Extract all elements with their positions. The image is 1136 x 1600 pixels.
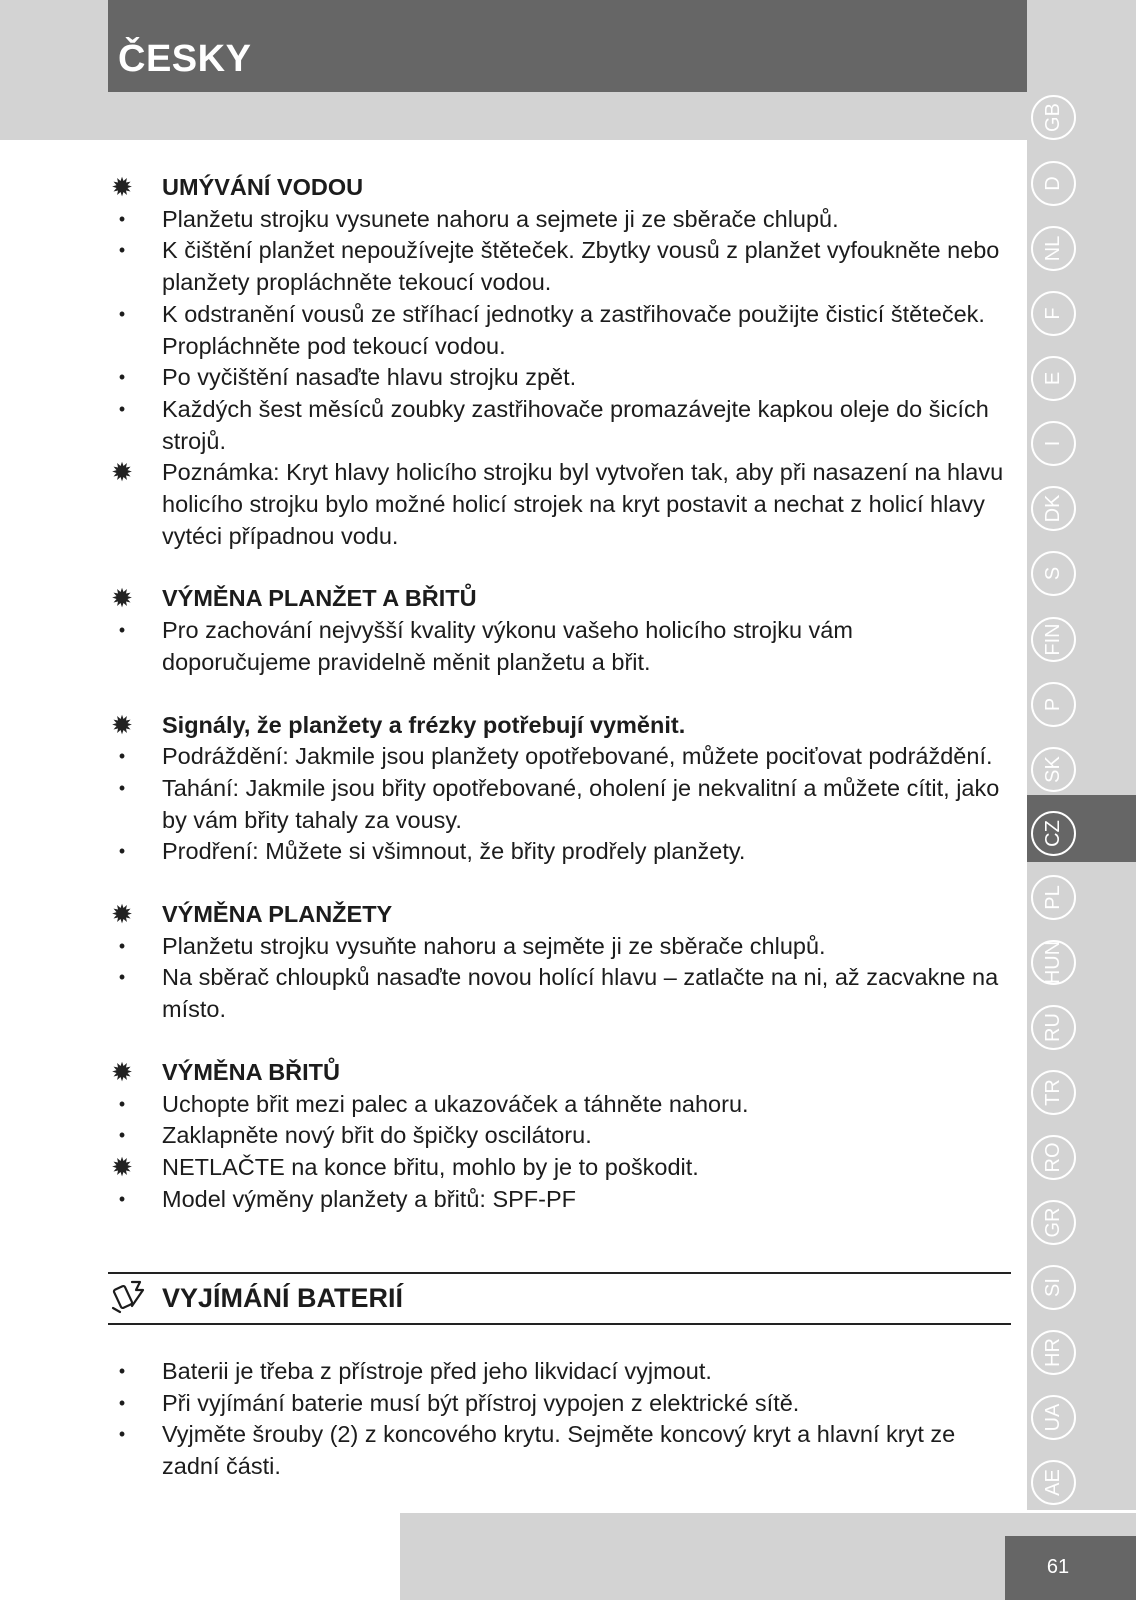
language-tab-label: NL [1042, 235, 1064, 262]
note-item [108, 1152, 1008, 1184]
item-text: UMÝVÁNÍ VODOU [162, 174, 364, 200]
item-text: Při vyjímání baterie musí být přístroj vypojen z elektrické sítě. [162, 1389, 800, 1416]
item-text: Tahání: Jakmile jsou břity opotřebované, oholení je nekvalitní a můžete cítit, jako by vám břity tahaly za vousy. [162, 774, 1000, 833]
bullet-icon: • [118, 303, 126, 324]
bullet-item [108, 1388, 1008, 1420]
language-tab-ua[interactable] [1030, 1394, 1077, 1441]
bullet-icon: • [118, 620, 126, 641]
page-number: 61 [1046, 1556, 1070, 1578]
item-text: Vyjměte šrouby (2) z koncového krytu. Sejměte koncový kryt a hlavní kryt ze zadní části. [162, 1421, 956, 1480]
item-text: Baterii je třeba z přístroje před jeho likvidací vyjmout. [162, 1358, 712, 1384]
item-text: Pro zachování nejvyšší kvality výkonu vašeho holicího strojku vám doporučujeme pravidelně měnit planžetu a břit. [162, 617, 853, 675]
language-tab-label: I [1042, 440, 1064, 447]
item-text: VÝMĚNA BŘITŮ [162, 1058, 340, 1085]
language-tab-label: E [1042, 371, 1064, 386]
bullet-icon: • [118, 367, 126, 388]
item-text: Prodření: Můžete si všimnout, že břity prodřely planžety. [162, 838, 746, 865]
language-tab-label: SI [1042, 1278, 1064, 1297]
language-tab-p[interactable] [1030, 681, 1077, 728]
language-tab-s[interactable] [1030, 550, 1077, 597]
item-text: Planžetu strojku vysunete nahoru a sejmete ji ze sběrače chlupů. [162, 205, 839, 232]
language-tab-label: CZ [1042, 820, 1064, 847]
language-tab-label: F [1042, 307, 1064, 320]
page-title: ČESKY [118, 38, 252, 80]
bullet-icon: • [118, 777, 126, 798]
language-tab-label: HR [1042, 1338, 1064, 1367]
language-tab-label: FIN [1042, 623, 1064, 656]
main-content [108, 172, 1008, 1215]
language-tab-ro[interactable] [1030, 1134, 1077, 1181]
language-tab-i[interactable] [1030, 420, 1077, 467]
battery-removal-icon [110, 1278, 146, 1314]
language-tab-label: TR [1042, 1079, 1064, 1106]
language-tab-hr[interactable] [1030, 1329, 1077, 1376]
bullet-item [108, 1089, 1008, 1121]
item-text: K čištění planžet nepoužívejte štěteček. Zbytky vousů z planžet vyfoukněte nebo planžety propláchněte tekoucí vodou. [162, 237, 1000, 296]
bullet-icon: • [118, 841, 126, 862]
language-tab-nl[interactable] [1030, 225, 1077, 272]
language-tab-pl[interactable] [1030, 874, 1077, 921]
bullet-item [108, 836, 1008, 868]
language-tab-label: GB [1042, 103, 1064, 132]
language-tab-tr[interactable] [1030, 1069, 1077, 1116]
subheading [108, 1057, 1008, 1089]
star-icon: ✹ [111, 709, 133, 740]
bullet-item [108, 362, 1008, 394]
bullet-item [108, 1120, 1008, 1152]
bullet-item [108, 1356, 1008, 1388]
star-icon: ✹ [111, 899, 133, 930]
bullet-icon: • [118, 967, 126, 988]
subheading [108, 710, 1008, 742]
language-tab-si[interactable] [1030, 1264, 1077, 1311]
language-tab-ru[interactable] [1030, 1004, 1077, 1051]
page-number-box [1005, 1536, 1136, 1600]
bullet-icon: • [118, 1361, 126, 1381]
item-text: VÝMĚNA PLANŽETY [162, 901, 393, 928]
bullet-icon: • [118, 398, 126, 419]
language-tab-dk[interactable] [1030, 485, 1077, 532]
language-tab-gr[interactable] [1030, 1199, 1077, 1246]
bullet-item [108, 235, 1008, 298]
star-icon: ✹ [111, 172, 133, 202]
language-tab-label: UA [1042, 1403, 1064, 1432]
language-tab-label: PL [1042, 885, 1064, 910]
bullet-icon: • [118, 1188, 126, 1209]
star-icon: ✹ [111, 1151, 133, 1182]
bullet-icon: • [118, 1125, 126, 1146]
language-tab-label: HUN [1042, 940, 1064, 985]
spacer [108, 1026, 1008, 1057]
subheading [108, 583, 1008, 615]
language-tab-f[interactable] [1030, 290, 1077, 337]
language-tab-label: AE [1042, 1469, 1064, 1496]
bullet-icon: • [118, 746, 126, 767]
item-text: NETLAČTE na konce břitu, mohlo by je to poškodit. [162, 1153, 699, 1180]
star-icon: ✹ [111, 583, 133, 614]
item-text: Každých šest měsíců zoubky zastřihovače promazávejte kapkou oleje do šicích strojů. [162, 395, 989, 454]
language-tab-label: DK [1042, 494, 1064, 523]
bullet-item [108, 1184, 1008, 1216]
bullet-item [108, 615, 1008, 678]
item-text: Poznámka: Kryt hlavy holicího strojku byl vytvořen tak, aby při nasazení na hlavu holicího strojku bylo možné holicí strojek na kryt postavit a nechat z holicí hlavy vytéci případnou vodu. [162, 459, 1004, 549]
spacer [108, 868, 1008, 899]
item-text: VÝMĚNA PLANŽET A BŘITŮ [162, 585, 477, 612]
subheading [108, 899, 1008, 931]
star-icon: ✹ [111, 457, 133, 488]
battery-list [108, 1356, 1008, 1483]
bullet-item [108, 962, 1008, 1025]
item-text: Signály, že planžety a frézky potřebují vyměnit. [162, 711, 686, 738]
section-divider-bottom [108, 1323, 1011, 1325]
bullet-icon: • [118, 240, 126, 261]
bullet-item [108, 1419, 1008, 1482]
language-tab-fin[interactable] [1030, 616, 1077, 663]
item-text: K odstranění vousů ze stříhací jednotky a zastřihovače použijte čisticí štěteček. Propláchněte pod tekoucí vodou. [162, 300, 985, 359]
spacer [108, 552, 1008, 583]
bullet-item [108, 931, 1008, 963]
bullet-icon: • [118, 935, 126, 956]
language-tab-hun[interactable] [1030, 939, 1077, 986]
bullet-item [108, 299, 1008, 362]
bullet-icon: • [118, 1424, 126, 1445]
item-text: Planžetu strojku vysuňte nahoru a sejměte ji ze sběrače chlupů. [162, 932, 826, 959]
language-tab-ae[interactable] [1030, 1459, 1077, 1506]
note-item [108, 457, 1008, 552]
bullet-item [108, 741, 1008, 773]
bullet-item [108, 394, 1008, 457]
language-tab-label: SK [1042, 756, 1064, 783]
battery-section-title: VYJÍMÁNÍ BATERIÍ [162, 1283, 404, 1313]
language-tab-label: S [1042, 566, 1064, 581]
section-divider-top [108, 1272, 1011, 1274]
star-icon: ✹ [111, 1056, 133, 1087]
language-tab-label: RO [1042, 1142, 1064, 1173]
language-tab-e[interactable] [1030, 355, 1077, 402]
language-tab-label: RU [1042, 1013, 1064, 1042]
bullet-icon: • [118, 1392, 126, 1413]
language-tab-label: GR [1042, 1207, 1064, 1238]
language-tab-gb[interactable] [1030, 94, 1077, 141]
item-text: Zaklapněte nový břit do špičky oscilátoru. [162, 1122, 592, 1149]
item-text: Model výměny planžety a břitů: SPF-PF [162, 1185, 577, 1212]
item-text: Po vyčištění nasaďte hlavu strojku zpět. [162, 364, 577, 391]
bullet-item [108, 773, 1008, 836]
bullet-icon: • [118, 208, 126, 229]
language-tab-sk[interactable] [1030, 746, 1077, 793]
language-tab-d[interactable] [1030, 160, 1077, 207]
bullet-item [108, 204, 1008, 236]
header-bar [108, 0, 1027, 92]
item-text: Podráždění: Jakmile jsou planžety opotřebované, můžete pociťovat podráždění. [162, 743, 993, 770]
language-tab-label: D [1042, 176, 1064, 191]
item-text: Na sběrač chloupků nasaďte novou holící hlavu – zatlačte na ni, až zacvakne na místo. [162, 964, 999, 1023]
subheading [108, 172, 1008, 204]
spacer [108, 679, 1008, 710]
language-tab-label: P [1042, 697, 1064, 712]
language-tab-cz[interactable] [1030, 810, 1077, 857]
bullet-icon: • [118, 1093, 126, 1114]
item-text: Uchopte břit mezi palec a ukazováček a táhněte nahoru. [162, 1090, 749, 1117]
